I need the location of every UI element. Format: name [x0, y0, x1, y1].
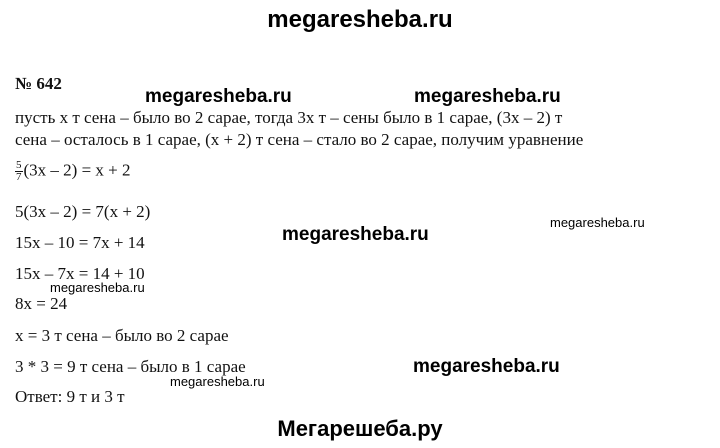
step-line: 15х – 7х = 14 + 10	[15, 264, 145, 283]
equation-rest: (3х – 2) = х + 2	[23, 160, 131, 180]
problem-number: № 642	[15, 74, 62, 93]
watermark: megaresheba.ru	[414, 86, 561, 107]
step-line: 8х = 24	[15, 294, 68, 313]
watermark: megaresheba.ru	[50, 280, 145, 295]
watermark: megaresheba.ru	[145, 86, 292, 107]
fraction	[15, 160, 23, 183]
step-line: Ответ: 9 т и 3 т	[15, 387, 125, 406]
fraction-denominator: 7	[16, 171, 22, 183]
header-site-name: megaresheba.ru	[267, 6, 453, 33]
watermark: megaresheba.ru	[413, 356, 560, 377]
footer-site-name: Мегарешеба.ру	[277, 416, 443, 441]
watermark: megaresheba.ru	[550, 215, 645, 230]
step-line: 3 * 3 = 9 т сена – было в 1 сарае	[15, 357, 246, 376]
step-line: х = 3 т сена – было во 2 сарае	[15, 326, 229, 345]
fraction-numerator: 5	[16, 159, 22, 171]
watermark: megaresheba.ru	[170, 374, 265, 389]
step-line: 5(3х – 2) = 7(х + 2)	[15, 202, 151, 221]
text-line-1: пусть х т сена – было во 2 сарае, тогда 3х т – сены было в 1 сарае, (3х – 2) т	[15, 108, 563, 127]
text-line-2: сена – осталось в 1 сарае, (х + 2) т сена – стало во 2 сарае, получим уравнение	[15, 130, 584, 149]
equation-fraction	[15, 160, 131, 183]
watermark: megaresheba.ru	[282, 224, 429, 245]
step-line: 15х – 10 = 7х + 14	[15, 233, 145, 252]
